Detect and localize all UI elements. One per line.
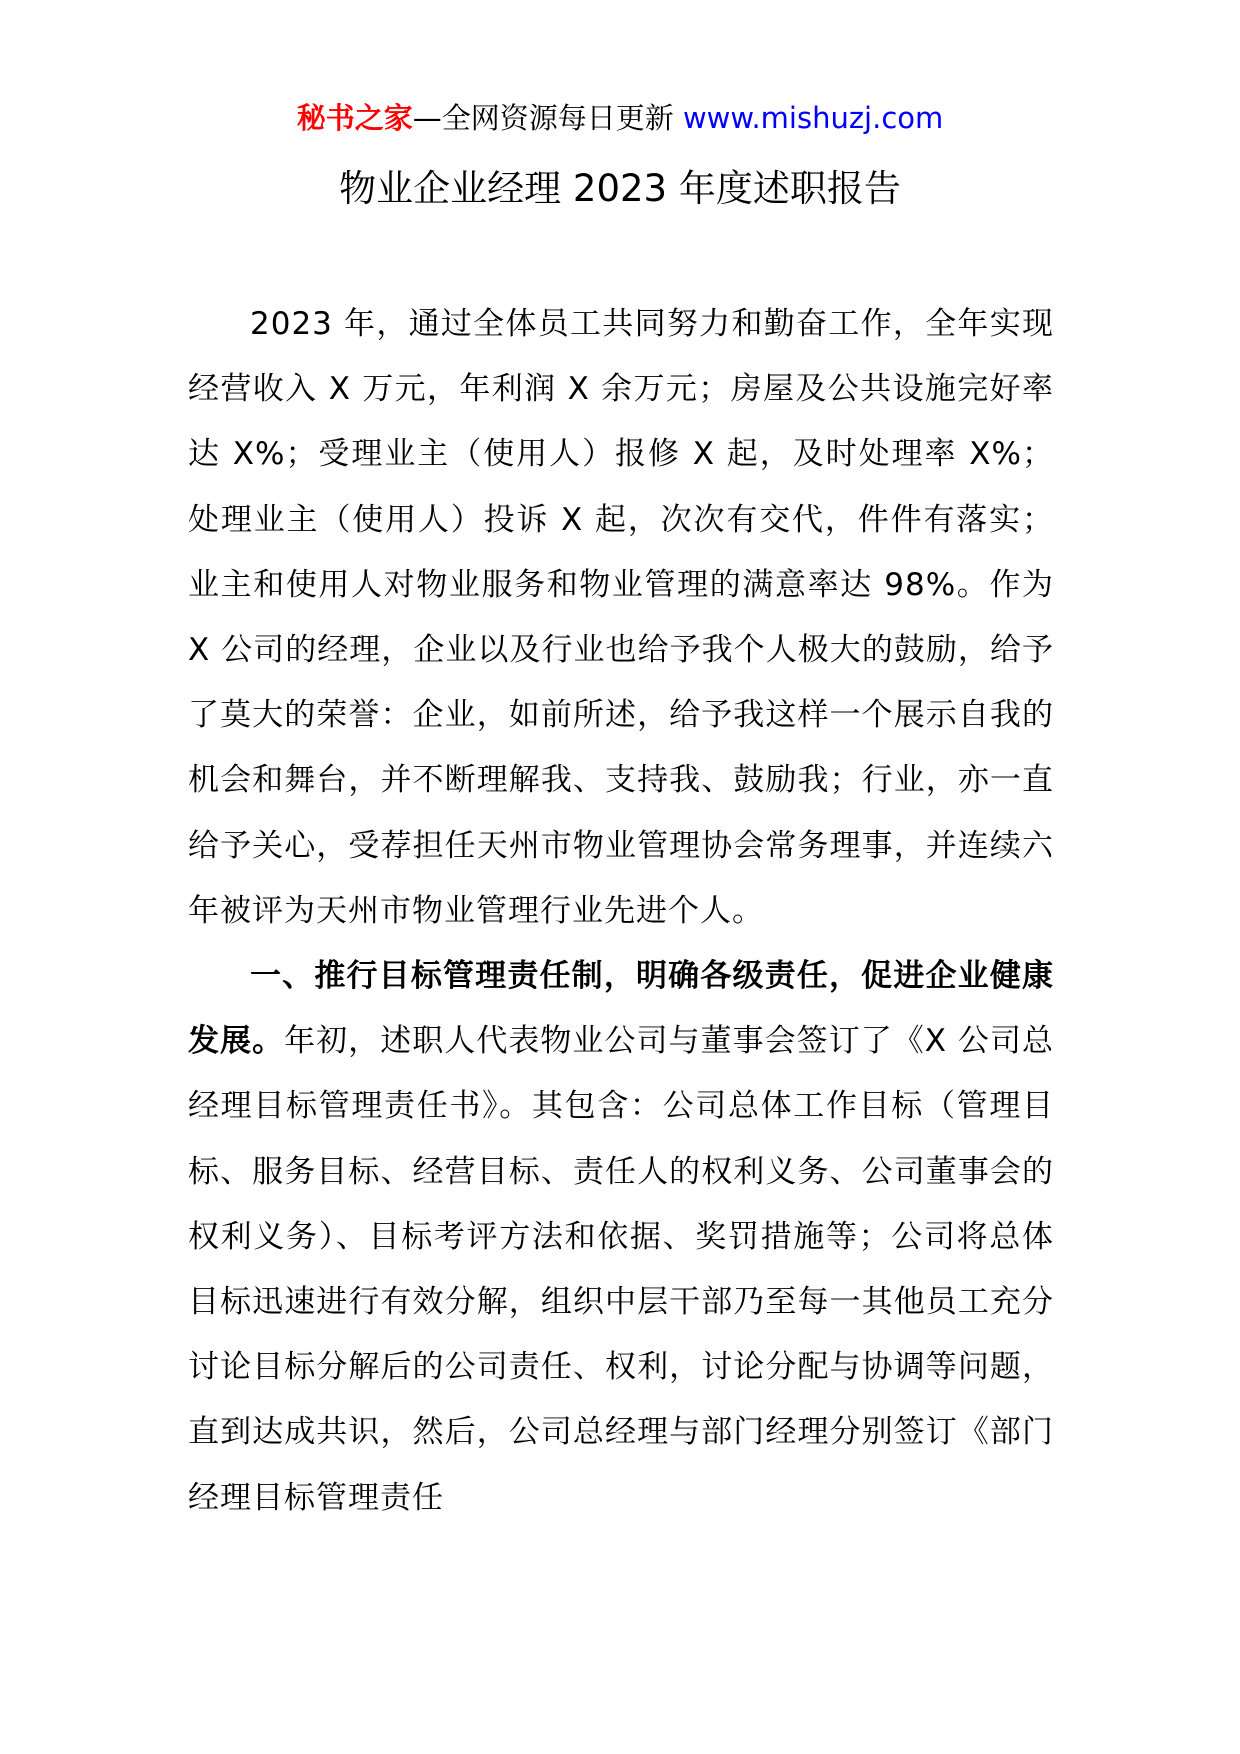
paragraph-section-1 — [188, 944, 1054, 1531]
paragraph-text: 2023 年，通过全体员工共同努力和勤奋工作，全年实现经营收入 X 万元，年利润 X 余万元；房屋及公共设施完好率达 X%；受理业主（使用人）报修 X 起，及时处理率 X%；处理业主（使用人）投诉 X 起，次次有交代，件件有落实；业主和使用人对物业服务和物业管理的满意率达 98%。作为 X 公司的经理，企业以及行业也给予我个人极大的鼓励，给予了莫大的荣誉：企业，如前所述，给予我这样一个展示自我的机会和舞台，并不断理解我、支持我、鼓励我；行业，亦一直给予关心，受荐担任天州市物业管理协会常务理事，并连续六年被评为天州市物业管理行业先进个人。 — [188, 306, 1054, 929]
site-header — [0, 98, 1240, 138]
document-title: 物业企业经理 2023 年度述职报告 — [339, 167, 901, 210]
paragraph-lead: 一、推行目标管理责任制，明确各级责任，促进企业健康发展。 — [188, 958, 1054, 1060]
paragraph-text: 年初，述职人代表物业公司与董事会签订了《X 公司总经理目标管理责任书》。其包含：公司总体工作目标（管理目标、服务目标、经营目标、责任人的权利义务、公司董事会的权利义务）、目标考评方法和依据、奖罚措施等；公司将总体目标迅速进行有效分解，组织中层干部乃至每一其他员工充分讨论目标分解后的公司责任、权利，讨论分配与协调等问题，直到达成共识，然后，公司总经理与部门经理分别签订《部门经理目标管理责任 — [188, 1023, 1054, 1516]
header-tagline: —全网资源每日更新 — [412, 101, 683, 135]
document-body — [188, 292, 1054, 1531]
site-url-link[interactable]: www.mishuzj.com — [682, 101, 944, 135]
brand-name: 秘书之家 — [296, 101, 413, 135]
paragraph-intro — [188, 292, 1054, 944]
